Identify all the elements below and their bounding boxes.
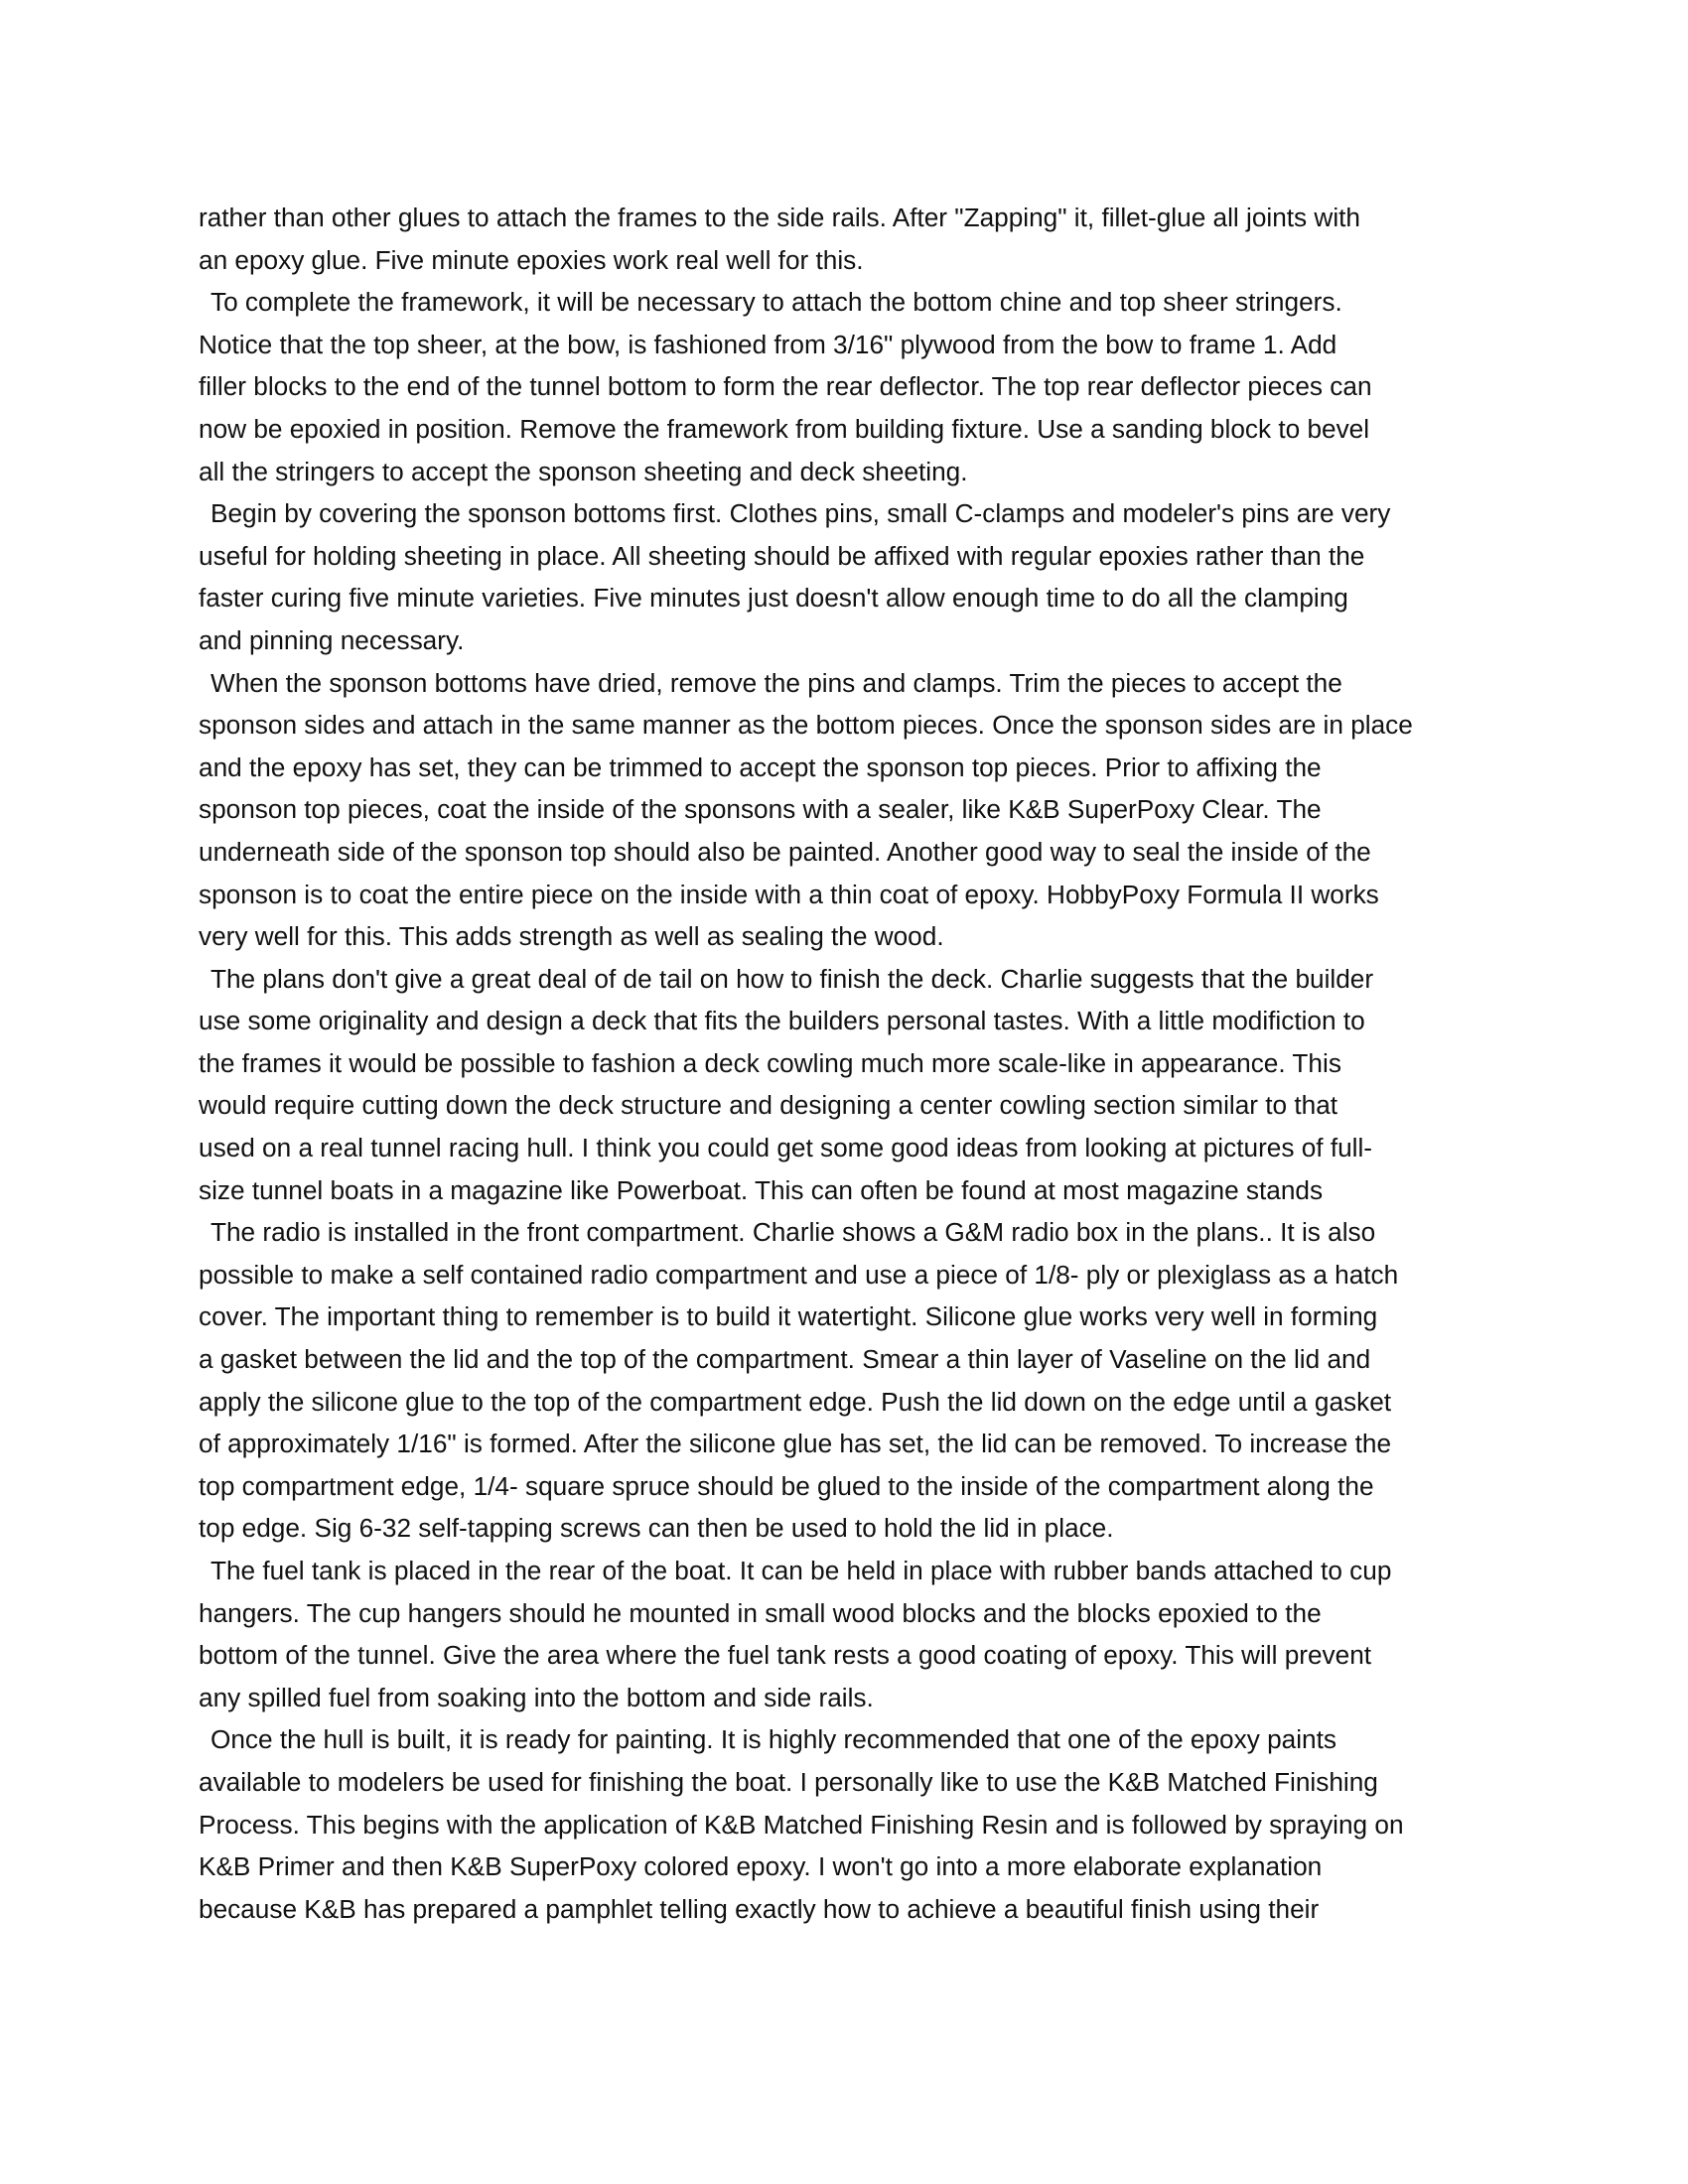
- text-line: useful for holding sheeting in place. All sheeting should be affixed with regular epoxies rather than the: [199, 540, 1365, 571]
- text-line: Process. This begins with the application of K&B Matched Finishing Resin and is followed by spraying on: [199, 1809, 1404, 1840]
- text-line: very well for this. This adds strength as well as sealing the wood.: [199, 921, 944, 952]
- text-line: sponson top pieces, coat the inside of the sponsons with a sealer, like K&B SuperPoxy Clear. The: [199, 794, 1322, 825]
- text-line: faster curing five minute varieties. Five minutes just doesn't allow enough time to do all the clamping: [199, 583, 1348, 614]
- text-line: Notice that the top sheer, at the bow, is fashioned from 3/16" plywood from the bow to frame 1. Add: [199, 329, 1337, 359]
- text-line: When the sponson bottoms have dried, remove the pins and clamps. Trim the pieces to accept the: [211, 667, 1342, 698]
- text-line: bottom of the tunnel. Give the area where the fuel tank rests a good coating of epoxy. This will prevent: [199, 1640, 1372, 1671]
- text-line: an epoxy glue. Five minute epoxies work real well for this.: [199, 244, 864, 275]
- text-line: any spilled fuel from soaking into the bottom and side rails.: [199, 1682, 874, 1712]
- text-line: underneath side of the sponson top should also be painted. Another good way to seal the inside of the: [199, 836, 1371, 867]
- text-line: The fuel tank is placed in the rear of the boat. It can be held in place with rubber bands attached to cup: [211, 1556, 1392, 1585]
- text-line: the frames it would be possible to fashion a deck cowling much more scale-like in appearance. This: [199, 1047, 1341, 1078]
- text-line: a gasket between the lid and the top of the compartment. Smear a thin layer of Vaseline on the lid and: [199, 1344, 1371, 1375]
- text-line: top compartment edge, 1/4- square spruce should be glued to the inside of the compartment along the: [199, 1470, 1374, 1501]
- body-text: [199, 197, 1494, 1930]
- text-line: Once the hull is built, it is ready for painting. It is highly recommended that one of the epoxy paints: [211, 1724, 1336, 1755]
- text-line: To complete the framework, it will be necessary to attach the bottom chine and top sheer stringers.: [211, 287, 1342, 318]
- text-line: K&B Primer and then K&B SuperPoxy colored epoxy. I won't go into a more elaborate explanation: [199, 1851, 1323, 1882]
- text-line: available to modelers be used for finishing the boat. I personally like to use the K&B Matched Finishing: [199, 1766, 1378, 1797]
- text-line: hangers. The cup hangers should he mounted in small wood blocks and the blocks epoxied to the: [199, 1597, 1322, 1628]
- text-line: use some originality and design a deck that fits the builders personal tastes. With a little modifiction to: [199, 1006, 1365, 1036]
- text-line: of approximately 1/16" is formed. After the silicone glue has set, the lid can be removed. To increase the: [199, 1429, 1392, 1459]
- text-line: rather than other glues to attach the frames to the side rails. After "Zapping" it, fillet-glue all joints with: [199, 203, 1360, 232]
- text-line: sponson sides and attach in the same manner as the bottom pieces. Once the sponson sides are in place: [199, 710, 1413, 741]
- text-line: now be epoxied in position. Remove the framework from building fixture. Use a sanding block to bevel: [199, 413, 1370, 444]
- text-line: sponson is to coat the entire piece on the inside with a thin coat of epoxy. HobbyPoxy Formula II works: [199, 879, 1379, 909]
- text-line: top edge. Sig 6-32 self-tapping screws can then be used to hold the lid in place.: [199, 1513, 1114, 1544]
- text-line: would require cutting down the deck structure and designing a center cowling section similar to that: [199, 1090, 1338, 1121]
- text-line: because K&B has prepared a pamphlet telling exactly how to achieve a beautiful finish using their: [199, 1893, 1320, 1924]
- text-line: and the epoxy has set, they can be trimmed to accept the sponson top pieces. Prior to affixing the: [199, 751, 1322, 782]
- text-line: size tunnel boats in a magazine like Powerboat. This can often be found at most magazine stands: [199, 1174, 1324, 1205]
- text-line: cover. The important thing to remember is to build it watertight. Silicone glue works very well in forming: [199, 1301, 1378, 1332]
- text-line: filler blocks to the end of the tunnel bottom to form the rear deflector. The top rear deflector pieces can: [199, 371, 1372, 402]
- text-line: The plans don't give a great deal of de tail on how to finish the deck. Charlie suggests that the builder: [211, 963, 1374, 994]
- text-line: and pinning necessary.: [199, 624, 465, 655]
- text-line: all the stringers to accept the sponson sheeting and deck sheeting.: [199, 456, 968, 486]
- text-line: used on a real tunnel racing hull. I think you could get some good ideas from looking at pictures of full-: [199, 1133, 1373, 1163]
- text-line: The radio is installed in the front compartment. Charlie shows a G&M radio box in the plans.. It is also: [211, 1217, 1376, 1248]
- text-line: apply the silicone glue to the top of the compartment edge. Push the lid down on the edge until a gasket: [199, 1386, 1392, 1417]
- text-line: possible to make a self contained radio compartment and use a piece of 1/8- ply or plexiglass as a hatch: [199, 1259, 1399, 1290]
- text-line: Begin by covering the sponson bottoms first. Clothes pins, small C-clamps and modeler's pins are very: [211, 498, 1391, 529]
